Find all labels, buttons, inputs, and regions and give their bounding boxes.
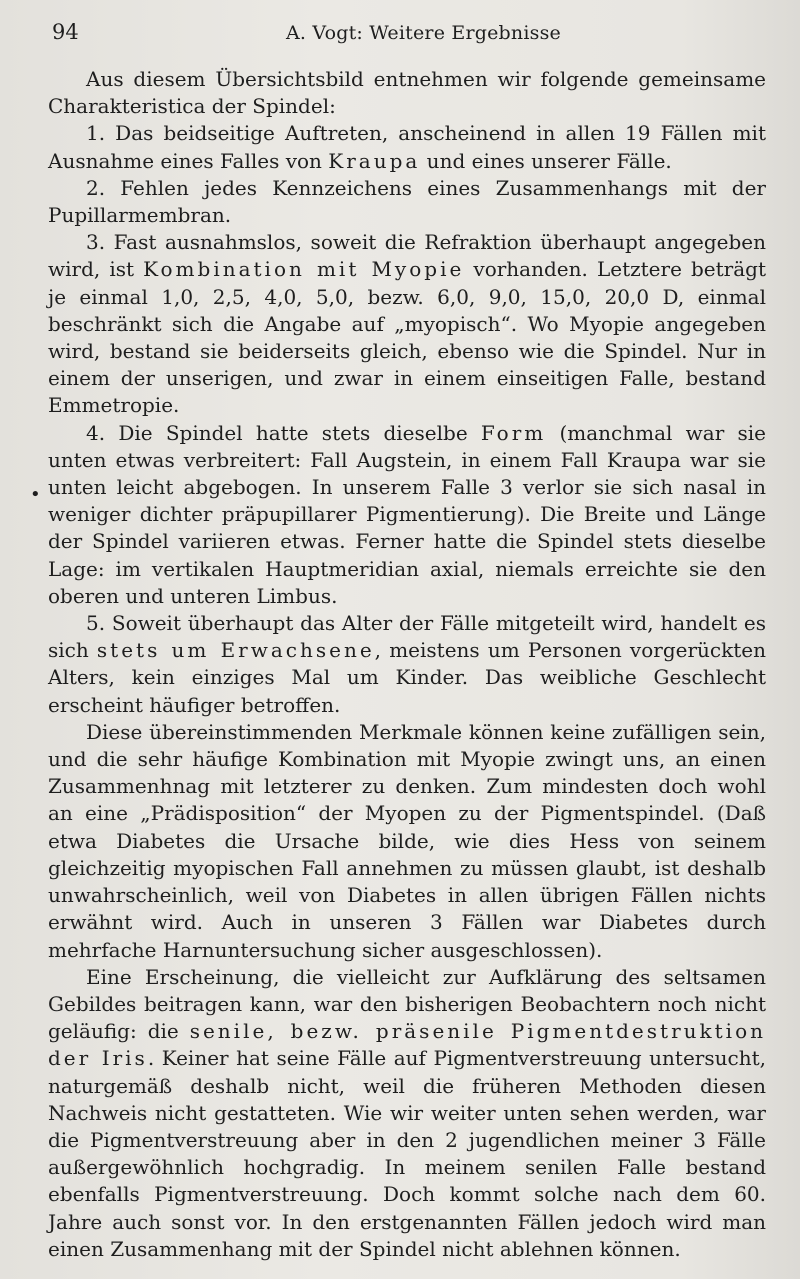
margin-dot-mark: • — [30, 484, 41, 505]
paragraph-pigment: Eine Erscheinung, die vielleicht zur Aufklärung des seltsamen Gebildes beitragen kann, war den bisherigen Beobachtern noch nicht geläufig: die senile, bezw. präsenile Pigmentdestruktion der Iris. Keiner hat seine Fälle auf Pigmentverstreuung untersucht, naturgemäß deshalb nicht, weil die früheren Methoden diesen Nachweis nicht gestatteten. Wie wir weiter unten sehen werden, war die Pigmentverstreuung aber in den 2 jugendlichen meiner 3 Fälle außergewöhnlich hochgradig. In meinem senilen Falle bestand ebenfalls Pigmentverstreuung. Doch kommt solche nach dem 60. Jahre auch sonst vor. In den erstgenannten Fällen jedoch wird man einen Zusammenhang mit der Spindel nicht ablehnen können. — [48, 964, 766, 1261]
paragraph-item-1: 1. Das beidseitige Auftreten, anscheinend in allen 19 Fällen mit Ausnahme eines Falles von Kraupa und eines unserer Fälle. — [48, 121, 766, 173]
body-text — [48, 66, 766, 1263]
page-number: 94 — [52, 20, 79, 44]
page-header — [52, 20, 762, 50]
paragraph-item-4: 4. Die Spindel hatte stets dieselbe Form (manchmal war sie unten etwas verbreitert: Fall Augstein, in einem Fall Kraupa war sie unten leicht abgebogen. In unserem Falle 3 verlor sie sich nasal in weniger dichter präpupillarer Pigmentierung). Die Breite und Länge der Spindel variieren etwas. Ferner hatte die Spindel stets dieselbe Lage: im vertikalen Hauptmeridian axial, niemals erreichte sie den oberen und unteren Limbus. — [48, 420, 766, 608]
paragraph-item-5: 5. Soweit überhaupt das Alter der Fälle mitgeteilt wird, handelt es sich stets um Erwachsene, meistens um Personen vorgerückten Alters, kein einziges Mal um Kinder. Das weibliche Geschlecht erscheint häufiger betroffen. — [48, 611, 766, 717]
paragraph-item-2: 2. Fehlen jedes Kennzeichens eines Zusammenhangs mit der Pupillarmembran. — [48, 175, 766, 228]
paragraph-intro: Aus diesem Übersichtsbild entnehmen wir folgende gemeinsame Charakteristica der Spindel: — [48, 67, 766, 119]
paragraph-conclusion: Diese übereinstimmenden Merkmale können keine zufälligen sein, und die sehr häufige Kombination mit Myopie zwingt uns, an einen Zusammenhnag mit letzterer zu denken. Zum mindesten doch wohl an eine „Prädisposition“ der Myopen zu der Pigmentspindel. (Daß etwa Diabetes die Ursache bilde, wie dies Hess von seinem gleichzeitig myopischen Fall annehmen zu müssen glaubt, ist deshalb unwahrscheinlich, weil von Diabetes in allen übrigen Fällen nichts erwähnt wird. Auch in unseren 3 Fällen war Diabetes durch mehrfache Harnuntersuchung sicher ausgeschlossen). — [48, 719, 766, 962]
paragraph-item-3: 3. Fast ausnahmslos, soweit die Refraktion überhaupt angegeben wird, ist Kombination mit Myopie vorhanden. Letztere beträgt je einmal 1,0, 2,5, 4,0, 5,0, bezw. 6,0, 9,0, 15,0, 20,0 D, einmal beschränkt sich die Angabe auf „myopisch“. Wo Myopie angegeben wird, bestand sie beiderseits gleich, ebenso wie die Spindel. Nur in einem der unserigen, und zwar in einem einseitigen Falle, bestand Emmetropie. — [48, 230, 766, 418]
running-title: A. Vogt: Weitere Ergebnisse — [286, 22, 561, 44]
